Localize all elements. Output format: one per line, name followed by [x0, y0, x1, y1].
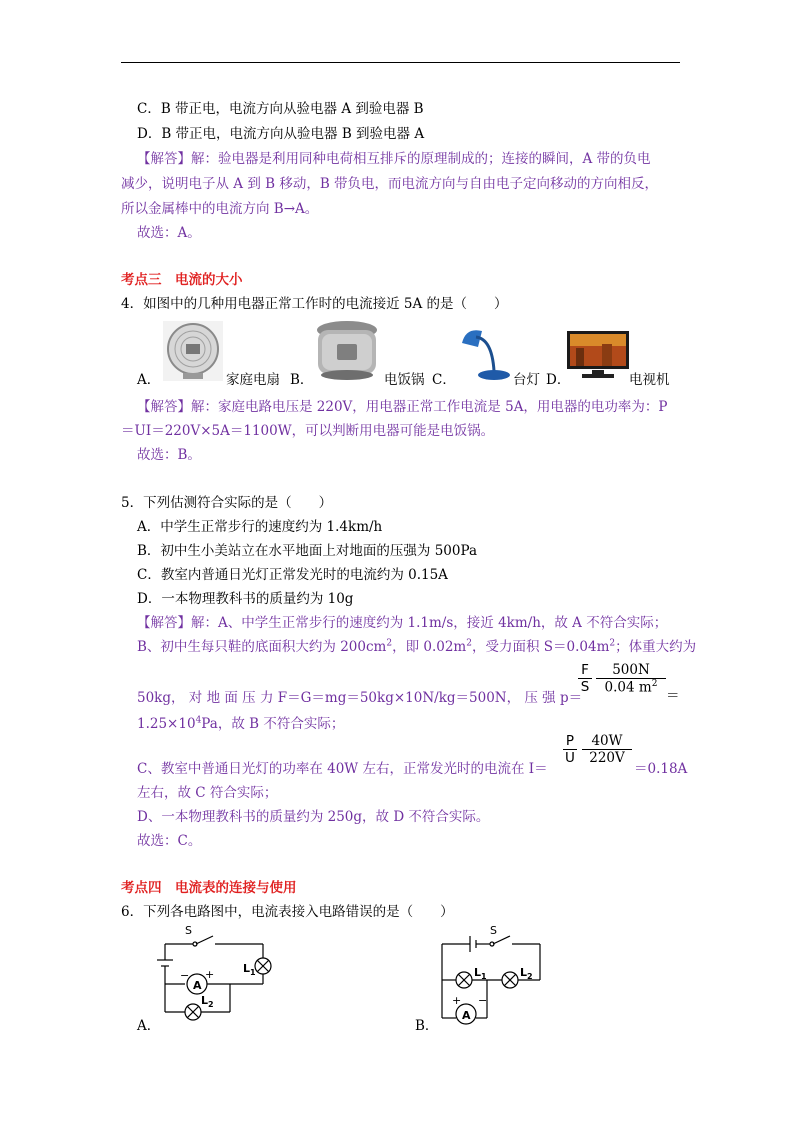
- q5-choice: 故选：C。: [137, 833, 202, 849]
- q3-answer-line1: 【解答】解：验电器是利用同种电荷相互排斥的原理制成的；连接的瞬间，A 带的负电: [137, 151, 651, 167]
- q5-option-d: D．一本物理教科书的质量约为 10g: [137, 591, 354, 607]
- circuit-a-plus: +: [205, 968, 215, 981]
- q5-option-b: B．初中生小美站立在水平地面上对地面的压强为 500Pa: [137, 543, 478, 559]
- q5-answer-c-line1: C、教室中普通日光灯的功率在 40W 左右，正常发光时的电流在 I＝: [137, 761, 548, 777]
- q6-stem: 6．下列各电路图中，电流表接入电路错误的是（ ）: [121, 904, 454, 920]
- q5-answer-b-line1: B、初中生每只鞋的底面积大约为 $200cm^2$，即 $0.02m^2$，受力面积 $S=0.04m^2$；体重大约为: [137, 638, 697, 655]
- fraction-p-over-u: $\frac{P}{U}$: [563, 733, 577, 766]
- fraction-pressure: $\frac{500N}{0.04 m^2}$: [596, 662, 666, 696]
- q5-answer-c-result: ＝0.18A: [634, 761, 688, 777]
- q4-option-c-letter: C．: [432, 372, 456, 388]
- circuit-b-lamp2-label: $L_2$: [520, 966, 533, 981]
- section-heading-4: 考点四 电流表的连接与使用: [121, 880, 297, 896]
- circuit-b-minus: −: [478, 994, 488, 1007]
- q5-answer-d: D、一本物理教科书的质量约为 250g，故 D 不符合实际。: [137, 809, 490, 825]
- circuit-b-plus: +: [452, 994, 462, 1007]
- q4-answer-line2: ＝UI＝220V×5A＝1100W，可以判断用电器可能是电饭锅。: [121, 423, 495, 439]
- circuit-a-switch-label: S: [185, 924, 192, 937]
- q3-option-d: D．B 带正电，电流方向从验电器 B 到验电器 A: [137, 126, 425, 142]
- q4-option-b-letter: B．: [290, 372, 314, 388]
- q3-option-c: C．B 带正电，电流方向从验电器 A 到验电器 B: [137, 101, 424, 117]
- equals-sign: ＝: [666, 688, 680, 704]
- circuit-a-lamp2-label: $L_2$: [201, 994, 214, 1009]
- q5-stem: 5．下列估测符合实际的是（ ）: [121, 495, 333, 511]
- q6-option-a: A．: [137, 1018, 161, 1034]
- circuit-a-ammeter-label: A: [193, 979, 202, 992]
- q5-option-a: A．中学生正常步行的速度约为 1.4km/h: [137, 519, 383, 535]
- q3-answer-line3: 所以金属棒中的电流方向 B→A。: [121, 201, 319, 217]
- tv-image: [566, 330, 630, 380]
- q4-option-d-letter: D．: [546, 372, 571, 388]
- circuit-b-switch-label: S: [490, 924, 497, 937]
- fan-image: [163, 321, 223, 381]
- q5-answer-b-line3: $1.25\times 10^4Pa$，故 B 不符合实际；: [137, 715, 345, 732]
- q4-stem: 4．如图中的几种用电器正常工作时的电流接近 5A 的是（ ）: [121, 296, 508, 312]
- q4-option-b-label: 电饭锅: [384, 372, 425, 388]
- circuit-b-lamp1-label: $L_1$: [474, 966, 487, 981]
- q5-answer-b-line2: 50kg， 对 地 面 压 力 F＝G＝mg＝50kg×10N/kg＝500N， 压 强 p＝: [137, 690, 583, 706]
- circuit-b-ammeter-label: A: [462, 1009, 471, 1022]
- rice-cooker-image: [313, 318, 381, 382]
- circuit-diagram-b: [432, 922, 552, 1027]
- section-heading-3: 考点三 电流的大小: [121, 272, 243, 288]
- q4-option-c-label: 台灯: [513, 372, 540, 388]
- q3-answer-line2: 减少，说明电子从 A 到 B 移动，B 带负电，而电流方向与自由电子定向移动的方向相反，: [121, 176, 659, 192]
- fraction-f-over-s: $\frac{F}{S}$: [578, 662, 592, 695]
- q5-answer-c-line2: 左右，故 C 符合实际；: [137, 785, 278, 801]
- circuit-a-lamp1-label: $L_1$: [243, 962, 256, 977]
- header-rule: [121, 62, 680, 63]
- q4-option-a-label: 家庭电扇: [226, 372, 280, 388]
- circuit-diagram-a: [155, 922, 285, 1027]
- q4-option-a-letter: A．: [137, 372, 161, 388]
- q4-option-d-label: 电视机: [629, 372, 670, 388]
- q6-option-b: B．: [415, 1018, 439, 1034]
- q4-choice: 故选：B。: [137, 447, 201, 463]
- q4-answer-line1: 【解答】解：家庭电路电压是 220V，用电器正常工作电流是 5A，用电器的电功率为：P: [137, 399, 668, 415]
- q5-option-c: C．教室内普通日光灯正常发光时的电流约为 0.15A: [137, 567, 448, 583]
- desk-lamp-image: [456, 323, 512, 381]
- fraction-current: $\frac{40W}{220V}$: [582, 733, 632, 766]
- q3-choice: 故选：A。: [137, 225, 201, 241]
- circuit-a-minus: −: [180, 969, 190, 982]
- q5-answer-a: 【解答】解：A、中学生正常步行的速度约为 1.1m/s，接近 4km/h，故 A 不符合实际；: [137, 615, 668, 631]
